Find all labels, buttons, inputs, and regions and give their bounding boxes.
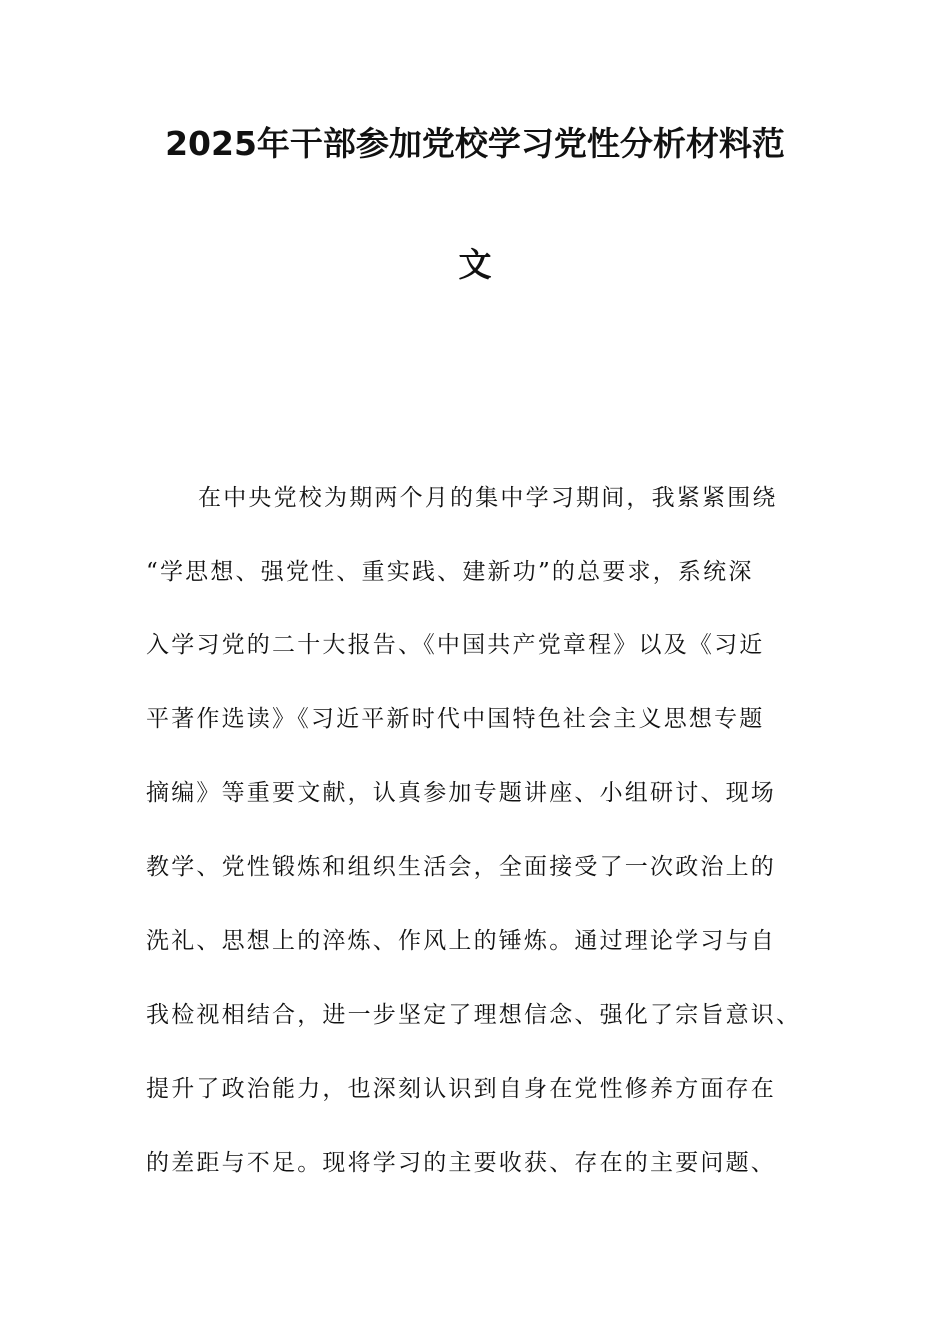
paragraph-line-6: 教学、党性锻炼和组织生活会，全面接受了一次政治上的 [146, 854, 776, 880]
document-title-line-1: 2025年干部参加党校学习党性分析材料范 [165, 124, 785, 163]
paragraph-line-9: 提升了政治能力，也深刻认识到自身在党性修养方面存在 [146, 1076, 776, 1102]
paragraph-line-4: 平著作选读》《习近平新时代中国特色社会主义思想专题 [146, 706, 765, 732]
paragraph-line-7: 洗礼、思想上的淬炼、作风上的锤炼。通过理论学习与自 [146, 928, 776, 954]
paragraph-line-8: 我检视相结合，进一步坚定了理想信念、强化了宗旨意识、 [146, 1002, 802, 1028]
paragraph-line-10: 的差距与不足。现将学习的主要收获、存在的主要问题、 [146, 1150, 776, 1176]
paragraph-line-2: “学思想、强党性、重实践、建新功”的总要求，系统深 [146, 559, 754, 585]
paragraph-line-3: 入学习党的二十大报告、《中国共产党章程》以及《习近 [146, 632, 765, 658]
document-title-line-2: 文 [458, 245, 492, 284]
paragraph-line-1: 在中央党校为期两个月的集中学习期间，我紧紧围绕 [198, 485, 778, 511]
paragraph-line-5: 摘编》等重要文献，认真参加专题讲座、小组研讨、现场 [146, 780, 776, 806]
